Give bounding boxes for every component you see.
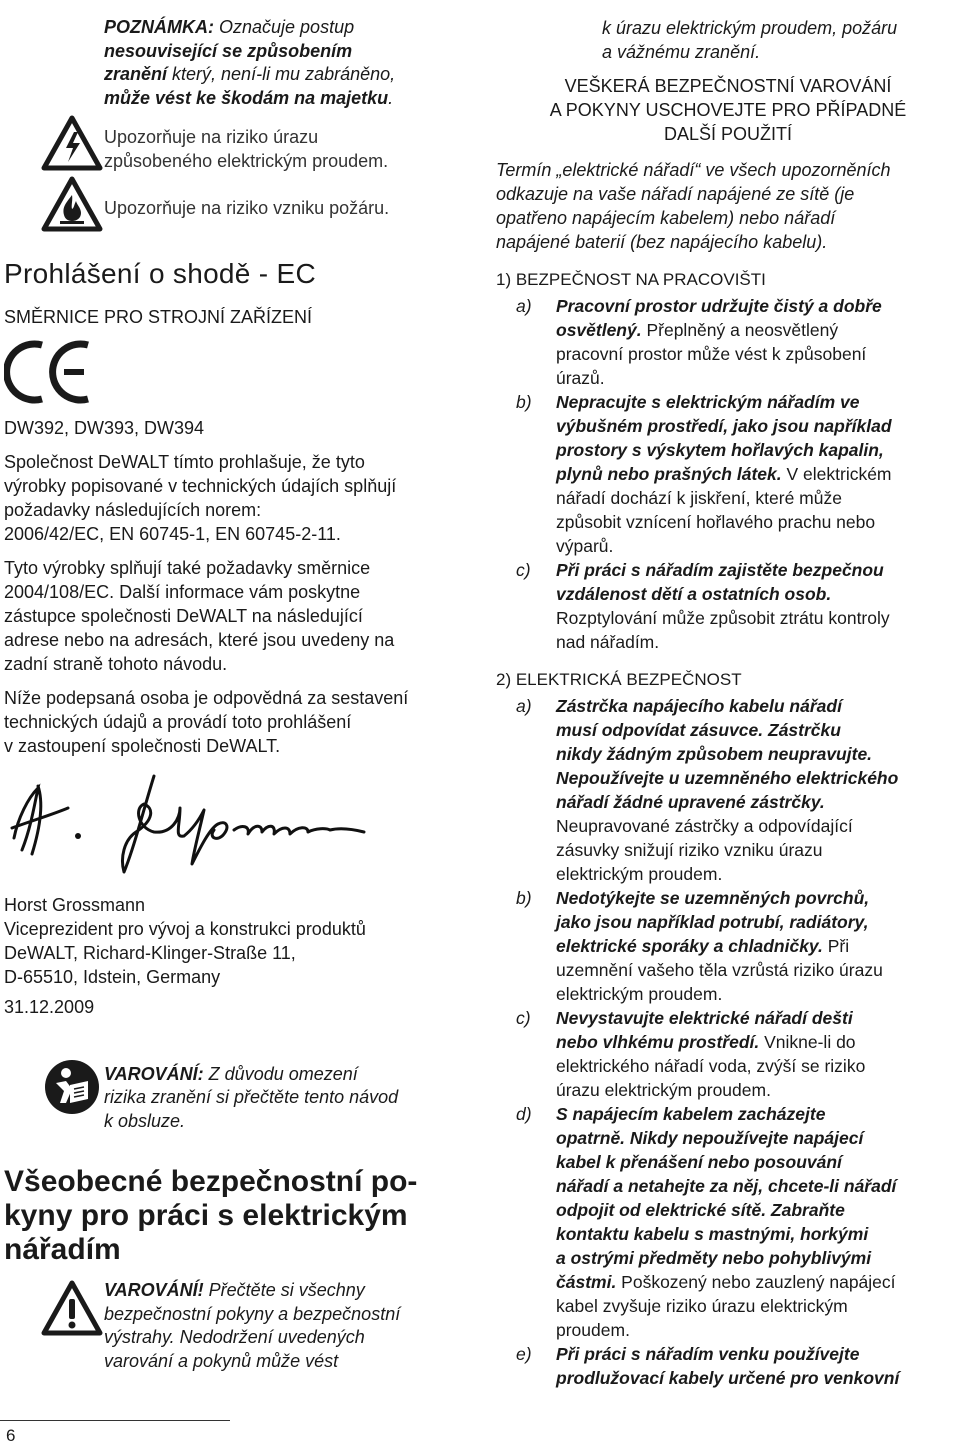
safety-item (496, 1006, 960, 1102)
fire-warning-text: Upozorňuje na riziko vzniku požáru. (104, 198, 390, 218)
safety-item (496, 390, 960, 558)
safety-item (496, 694, 960, 886)
safety-item (496, 558, 960, 654)
item-text: Zástrčka napájecího kabelu nářadí musí odpovídat zásuvce. Zástrčku nikdy žádným způsobem neupravujte. Nepoužívejte u uzemněného elektrického nářadí žádné upravené zástrčky. Neupravované zástrčky a odpovídající zásuvky snižují riziko vzniku úrazu elektrickým proudem. (556, 696, 899, 884)
item-text: Pracovní prostor udržujte čistý a dobře osvětlený. Přeplněný a neosvětlený pracovní prostor může vést k způsobení úrazů. (556, 296, 882, 388)
work-area-safety-section (496, 268, 960, 654)
item-label: c) (516, 560, 531, 580)
safety-item (496, 886, 960, 1006)
left-column (4, 16, 470, 1373)
item-label: b) (516, 888, 532, 908)
power-tool-term: Termín „elektrické nářadí“ ve všech upozorněních odkazuje na vaše nářadí napájené ze sítě (je opatřeno napájecím kabelem) nebo nářadí napájené baterií (bez napájecího kabelu). (496, 160, 891, 252)
section-heading: 1) BEZPEČNOST NA PRACOVIŠTI (496, 270, 766, 289)
page-number: 6 (6, 1426, 16, 1445)
warning-continuation: k úrazu elektrickým proudem, požáru a vážnému zranění. (602, 18, 898, 62)
note-text: POZNÁMKA: Označuje postup nesouvisející se způsobením zranění který, není-li mu zabráněno, může vést ke škodám na majetku. (104, 17, 396, 108)
declaration-paragraph-3: Níže podepsaná osoba je odpovědná za sestavení technických údajů a provádí toto prohlášení v zastoupení společnosti DeWALT. (4, 687, 409, 756)
directive-subtitle: SMĚRNICE PRO STROJNÍ ZAŘÍZENÍ (4, 306, 313, 327)
safety-item (496, 294, 960, 390)
general-safety-title: Všeobecné bezpečnostní po- kyny pro práci s elektrickým nářadím (4, 1165, 418, 1266)
declaration-paragraph-1: Společnost DeWALT tímto prohlašuje, že tyto výrobky popisované v technických údajích splňují požadavky následujících norem: 2006/42/EC, EN 60745-1, EN 60745-2-11. (4, 451, 397, 544)
declaration-section (4, 257, 470, 1019)
item-label: a) (516, 296, 532, 316)
fire-hazard-icon (40, 175, 104, 233)
item-label: e) (516, 1344, 532, 1364)
manual-warning-block (4, 1063, 470, 1134)
item-label: d) (516, 1104, 532, 1124)
item-text: Nepracujte s elektrickým nářadím ve výbušném prostředí, jako jsou například prostory s výskytem hořlavých kapalin, plynů nebo prašných látek. V elektrickém nářadí dochází k jiskření, které může způsobit vznícení hořlavého prachu nebo výparů. (556, 392, 892, 556)
item-text: S napájecím kabelem zacházejte opatrně. Nikdy nepoužívejte napájecí kabel k přenášení nebo posouvání nářadí a netahejte za něj, chcete-li nářadí odpojit od elektrické sítě. Zabraňte kontaktu kabelu s mastnými, horkými a ostrými předměty nebo pohyblivými částmi. Poškozený nebo zauzlený napájecí kabel zvyšuje riziko úrazu elektrickým proudem. (556, 1104, 897, 1340)
manual-warning-text: VAROVÁNÍ: Z důvodu omezení rizika zranění si přečtěte tento návod k obsluze. (104, 1063, 399, 1131)
general-warning-text: VAROVÁNÍ! Přečtěte si všechny bezpečnostní pokyny a bezpečnostní výstrahy. Nedodržení uvedených varování a pokynů může vést (104, 1280, 401, 1371)
electric-warning-text: Upozorňuje na riziko úrazu způsobeného elektrickým proudem. (104, 127, 389, 171)
declaration-paragraph-2: Tyto výrobky splňují také požadavky směrnice 2004/108/EC. Další informace vám poskytne zástupce společnosti DeWALT na následující adrese nebo na adresách, které jsou uvedeny na zadní straně tohoto návodu. (4, 557, 395, 674)
item-text: Nedotýkejte se uzemněných povrchů, jako jsou například potrubí, radiátory, elektrické sporáky a chladničky. Při uzemnění vašeho těla vzrůstá riziko úrazu elektrickým proudem. (556, 888, 883, 1004)
general-warning-block (4, 1279, 470, 1373)
electric-hazard-icon (40, 114, 104, 172)
read-manual-icon (44, 1059, 100, 1115)
declaration-date: 31.12.2009 (4, 996, 95, 1017)
item-label: c) (516, 1008, 531, 1028)
safety-item (496, 1102, 960, 1342)
section-heading: 2) ELEKTRICKÁ BEZPEČNOST (496, 670, 742, 689)
safety-item (496, 1342, 960, 1390)
keep-instructions-heading: VEŠKERÁ BEZPEČNOSTNÍ VAROVÁNÍ A POKYNY USCHOVEJTE PRO PŘÍPADNÉ DALŠÍ POUŽITÍ (549, 76, 907, 144)
ce-mark-icon (4, 339, 94, 405)
electric-warning-block (4, 126, 470, 173)
item-text: Při práci s nářadím zajistěte bezpečnou vzdálenost dětí a ostatních osob. Rozptylování může způsobit ztrátu kontroly nad nářadím. (556, 560, 890, 652)
declaration-title: Prohlášení o shodě - EC (4, 257, 316, 289)
signature-image (4, 768, 384, 878)
footer-rule (0, 1420, 230, 1421)
item-text: Nevystavujte elektrické nářadí dešti nebo vlhkému prostředí. Vnikne-li do elektrického nářadí voda, zvýší se riziko úrazu elektrickým proudem. (556, 1008, 866, 1100)
fire-warning-block (4, 197, 470, 221)
model-list: DW392, DW393, DW394 (4, 417, 205, 438)
item-label: b) (516, 392, 532, 412)
general-warning-icon (40, 1279, 104, 1337)
electrical-safety-section (496, 668, 960, 1390)
item-label: a) (516, 696, 532, 716)
signer-block: Horst Grossmann Viceprezident pro vývoj a konstrukci produktů DeWALT, Richard-Klinger-Straße 11, D-65510, Idstein, Germany (4, 894, 366, 987)
item-text: Při práci s nářadím venku používejte prodlužovací kabely určené pro venkovní (556, 1344, 900, 1388)
right-column (496, 16, 960, 1390)
